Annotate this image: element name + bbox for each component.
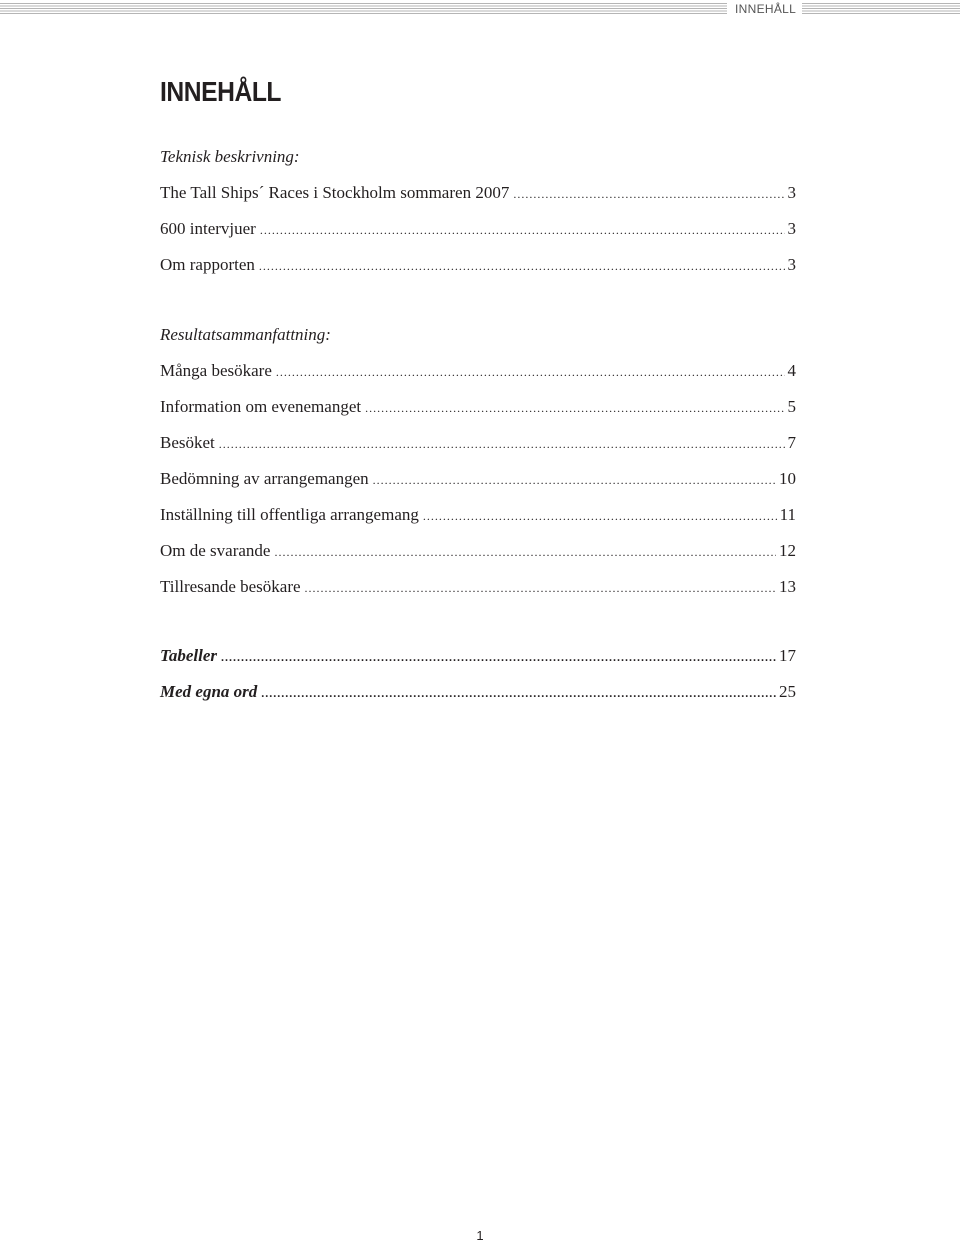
toc-entry-page: 7 bbox=[787, 433, 796, 452]
page-title: INNEHÅLL bbox=[160, 76, 282, 107]
toc-entry[interactable] bbox=[160, 569, 796, 605]
section-heading: Teknisk beskrivning: bbox=[160, 147, 300, 166]
toc-entry-label: Information om evenemanget bbox=[160, 397, 362, 416]
toc-entry[interactable] bbox=[160, 389, 796, 425]
dot-leader bbox=[260, 212, 785, 248]
toc-entry[interactable] bbox=[160, 497, 796, 533]
toc-entry-page: 12 bbox=[779, 541, 796, 560]
running-head-rule-right bbox=[802, 3, 960, 14]
toc-entry[interactable] bbox=[160, 461, 796, 497]
toc-entry-page: 3 bbox=[787, 255, 796, 274]
toc-entry-label: 600 intervjuer bbox=[160, 219, 256, 238]
toc-entry-label: Inställning till offentliga arrangemang bbox=[160, 505, 419, 524]
toc-section-teknisk bbox=[160, 146, 796, 283]
toc-entry-label: Om de svarande bbox=[160, 541, 271, 560]
page-number: 1 bbox=[476, 1228, 484, 1243]
dot-leader bbox=[423, 498, 777, 534]
toc-entry-page: 11 bbox=[779, 505, 796, 524]
toc-entry-label: Med egna ord bbox=[160, 682, 258, 701]
toc-section-resultat bbox=[160, 324, 796, 605]
toc-entry-page: 17 bbox=[779, 646, 796, 665]
toc-entry-label: Tillresande besökare bbox=[160, 577, 301, 596]
dot-leader bbox=[261, 675, 776, 711]
dot-leader bbox=[274, 534, 776, 570]
toc-section-appendix bbox=[160, 638, 796, 710]
toc-entry-page: 4 bbox=[787, 361, 796, 380]
running-head-label: INNEHÅLL bbox=[735, 2, 797, 16]
toc-entry[interactable] bbox=[160, 674, 796, 710]
dot-leader bbox=[219, 426, 785, 462]
dot-leader bbox=[221, 639, 776, 675]
toc-entry[interactable] bbox=[160, 247, 796, 283]
toc-entry[interactable] bbox=[160, 425, 796, 461]
toc-entry-label: Besöket bbox=[160, 433, 215, 452]
dot-leader bbox=[305, 570, 776, 606]
toc-entry-label: Om rapporten bbox=[160, 255, 255, 274]
toc-entry-label: Tabeller bbox=[160, 646, 217, 665]
dot-leader bbox=[373, 462, 776, 498]
dot-leader bbox=[259, 248, 785, 284]
toc-entry-page: 3 bbox=[787, 183, 796, 202]
toc-entry-page: 25 bbox=[779, 682, 796, 701]
toc-entry-page: 3 bbox=[787, 219, 796, 238]
toc-entry-label: Bedömning av arrangemangen bbox=[160, 469, 369, 488]
dot-leader bbox=[513, 176, 784, 212]
toc-entry[interactable] bbox=[160, 175, 796, 211]
dot-leader bbox=[365, 390, 784, 426]
toc-entry[interactable] bbox=[160, 533, 796, 569]
toc-entry-label: The Tall Ships´ Races i Stockholm sommaren 2007 bbox=[160, 183, 510, 202]
toc-entry-page: 10 bbox=[779, 469, 796, 488]
running-head bbox=[0, 0, 960, 22]
running-head-rule-left bbox=[0, 3, 727, 14]
toc-entry-label: Många besökare bbox=[160, 361, 272, 380]
toc-entry[interactable] bbox=[160, 638, 796, 674]
toc-entry[interactable] bbox=[160, 353, 796, 389]
toc-entry-page: 13 bbox=[779, 577, 796, 596]
toc-entry-page: 5 bbox=[787, 397, 796, 416]
dot-leader bbox=[276, 354, 785, 390]
toc-entry[interactable] bbox=[160, 211, 796, 247]
section-heading: Resultatsammanfattning: bbox=[160, 325, 331, 344]
